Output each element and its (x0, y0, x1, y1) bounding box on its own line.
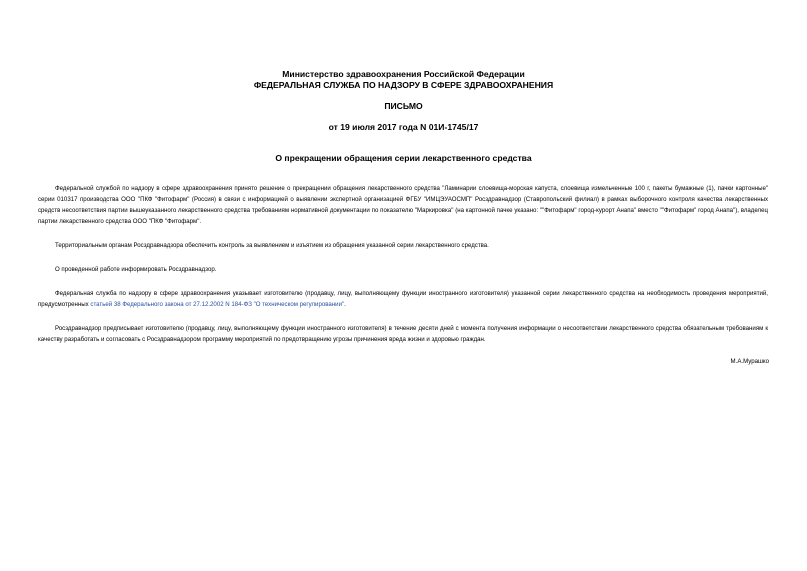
ministry-name: Министерство здравоохранения Российской Федерации (282, 69, 525, 79)
paragraph-measures-end: . (344, 301, 346, 308)
paragraph-control: Территориальным органам Росздравнадзора обеспечить контроль за выявлением и изъятием из обращения указанной серии лекарственного средства. (55, 242, 489, 249)
paragraph-report: О проведенной работе информировать Росздравнадзор. (55, 266, 217, 273)
paragraph-decision: Федеральной службой по надзору в сфере здравоохранения принято решение о прекращении обращения лекарственного средства "Ламинарии слоевища-морская капуста, слоевища измельченные 100 г, пакеты бумажные (1), пачки картонные" серии 010317 производства ООО "ПКФ "Фитофарм" (Россия) в связи с информацией о выявлении экспертной организацией ФГБУ "ИМЦЭУАОСМП" Росздравнадзор (Ставропольский филиал) в рамках выборочного контроля качества лекарственных средств несоответствия партии вышеуказанного лекарственного средства требованиям нормативной документации по показателю "Маркировка" (на картонной пачке указано: ""Фитофарм" город-курорт Анапа" вместо ""Фитофарм" город Анапа"), владелец партии лекарственного средства ООО "ПКФ "Фитофарм". (38, 185, 768, 225)
paragraph-measures-text: Федеральная служба по надзору в сфере здравоохранения указывает изготовителю (продавцу, лицу, выполняющему функции иностранного изготовителя) указанной серии лекарственного средства на необходимость проведения мероприятий, предусмотренных (38, 290, 768, 308)
signature: М.А.Мурашко (730, 358, 769, 365)
paragraph-measures (38, 288, 768, 310)
document-type: ПИСЬМО (384, 101, 423, 111)
law-article-link[interactable]: статьей 38 Федерального закона от 27.12.2002 N 184-ФЗ "О техническом регулировании" (90, 301, 345, 308)
service-name: ФЕДЕРАЛЬНАЯ СЛУЖБА ПО НАДЗОРУ В СФЕРЕ ЗДРАВООХРАНЕНИЯ (253, 80, 554, 90)
paragraph-program: Росздравнадзор предписывает изготовителю (продавцу, лицу, выполняющему функции иностранного изготовителя) в течение десяти дней с момента получения информации о несоответствии лекарственного средства обязательным требованиям к качеству разработать и согласовать с Росздравнадзором программу мероприятий по предотвращению угрозы причинения вреда жизни и здоровью граждан. (38, 325, 768, 343)
document-date-number: от 19 июля 2017 года N 01И-1745/17 (328, 122, 479, 132)
document-title: О прекращении обращения серии лекарственного средства (275, 153, 532, 163)
document-body (38, 183, 768, 358)
